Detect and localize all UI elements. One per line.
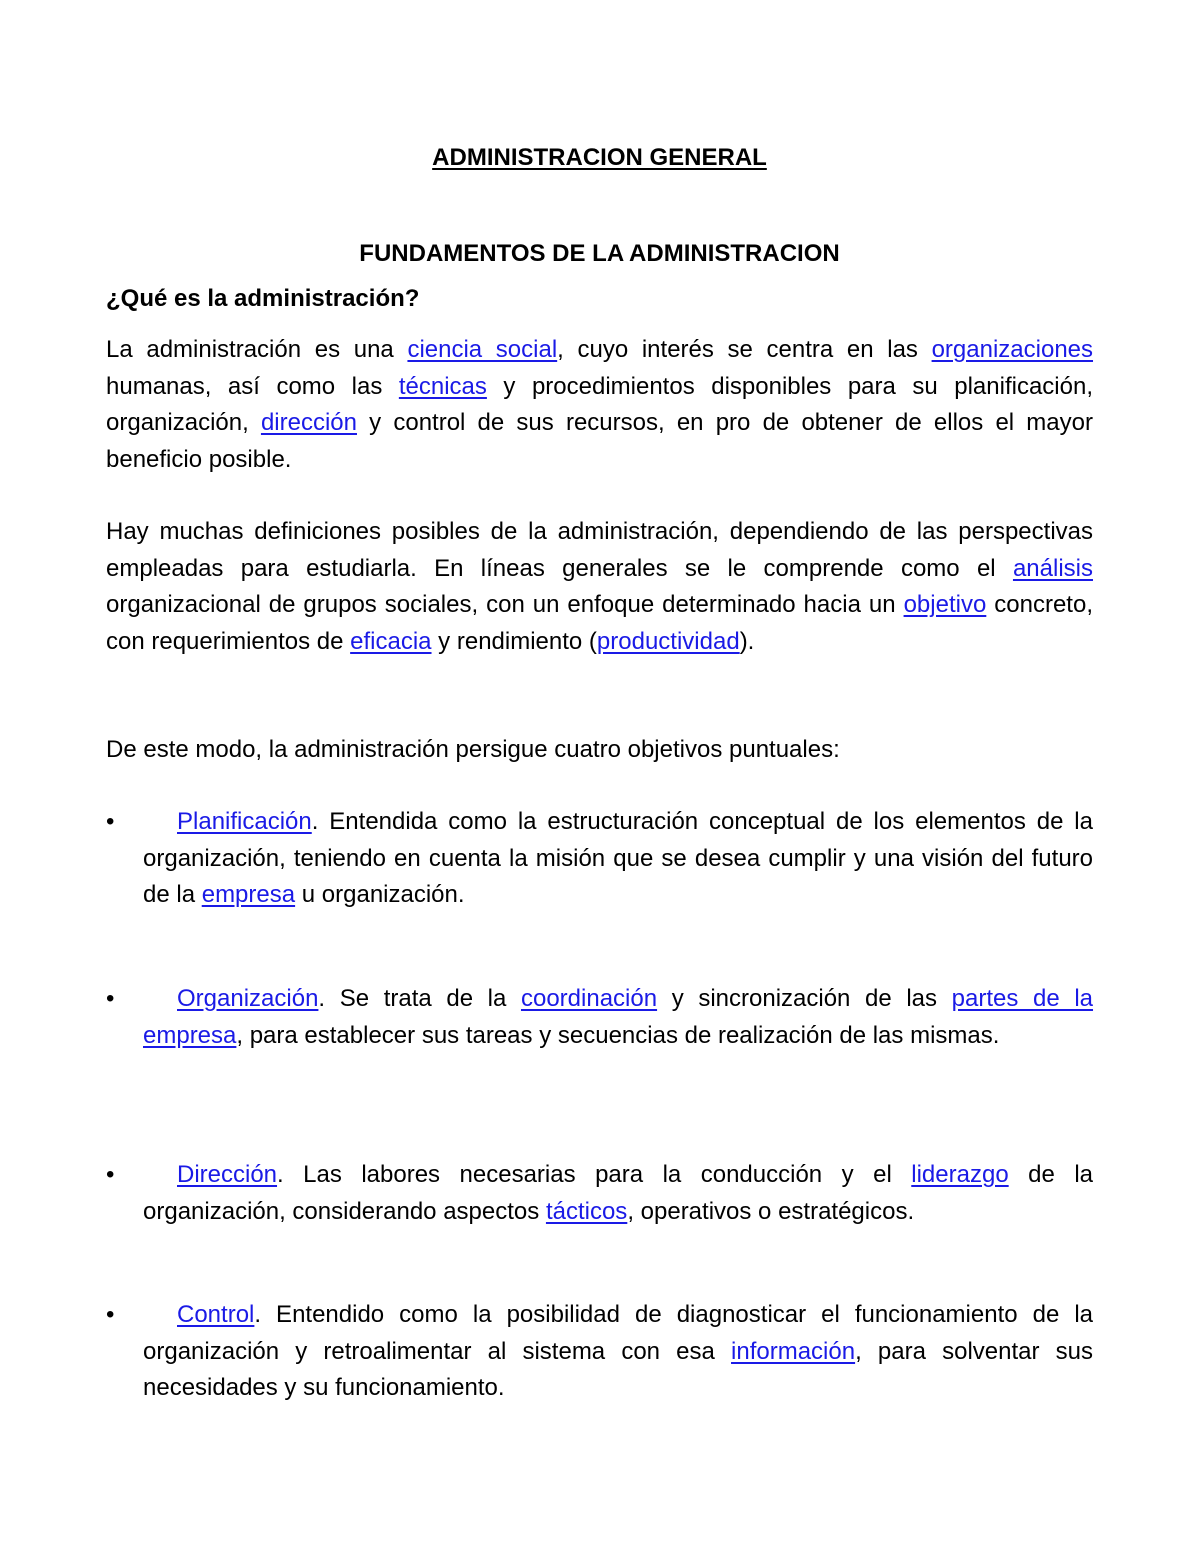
bullet-marker: • <box>106 1161 115 1188</box>
link-control[interactable]: Control <box>177 1301 255 1328</box>
paragraph-text: concreto, con requerimientos de <box>106 591 1093 655</box>
list-item-text <box>143 981 1093 1054</box>
paragraph-text: La administración es una <box>106 336 408 363</box>
list-item-body: , operativos o estratégicos. <box>627 1197 915 1225</box>
paragraph-text: y rendimiento ( <box>431 627 597 655</box>
list-item-body: . Entendido como la posibilidad de diagnosticar el funcionamiento de la organización y retroalimentar al sistema con esa <box>143 1301 1093 1365</box>
link-organizaciones[interactable]: organizaciones <box>931 336 1094 363</box>
link-analisis[interactable]: análisis <box>1012 554 1093 582</box>
list-item-body: . Entendida como la estructuración conceptual de los elementos de la organización, teniendo en cuenta la misión que se desea cumplir y una visión del futuro de la <box>143 808 1093 908</box>
link-eficacia[interactable]: eficacia <box>350 627 432 655</box>
list-item-text <box>143 1297 1093 1407</box>
paragraph-text: Hay muchas definiciones posibles de la administración, dependiendo de las perspectivas empleadas para estudiarla. En líneas generales se le comprende como el <box>106 518 1093 582</box>
paragraph-definitions <box>106 514 1093 660</box>
link-partes-de-la-empresa[interactable]: partes de la empresa <box>143 985 1094 1049</box>
list-item-body: . Se trata de la <box>318 985 521 1012</box>
link-coordinacion[interactable]: coordinación <box>520 985 658 1012</box>
paragraph-text: , cuyo interés se centra en las <box>557 336 932 363</box>
link-planificacion[interactable]: Planificación <box>177 808 312 835</box>
link-productividad[interactable]: productividad <box>596 627 740 655</box>
paragraph-text: y procedimientos disponibles para su planificación, organización, <box>106 372 1093 436</box>
link-liderazgo[interactable]: liderazgo <box>911 1161 1009 1188</box>
link-empresa[interactable]: empresa <box>201 881 296 908</box>
link-ciencia-social[interactable]: ciencia social <box>407 336 558 363</box>
paragraph-definition <box>106 332 1093 478</box>
link-tecnicas[interactable]: técnicas <box>398 372 487 400</box>
paragraph-objectives-intro: De este modo, la administración persigue cuatro objetivos puntuales: <box>106 736 840 763</box>
bullet-marker: • <box>106 985 115 1012</box>
paragraph-text: y control de sus recursos, en pro de obtener de ellos el mayor beneficio posible. <box>106 409 1093 473</box>
paragraph-text: ). <box>739 627 755 655</box>
bullet-marker: • <box>106 1301 115 1328</box>
paragraph-text: humanas, así como las <box>106 372 399 400</box>
list-item-body: , para establecer sus tareas y secuencias de realización de las mismas. <box>236 1021 1000 1049</box>
list-item-body: . Las labores necesarias para la conducción y el <box>277 1161 912 1188</box>
document-title: ADMINISTRACION GENERAL <box>432 144 767 171</box>
link-tacticos[interactable]: tácticos <box>545 1197 628 1225</box>
document-subtitle: FUNDAMENTOS DE LA ADMINISTRACION <box>359 240 840 267</box>
document-page <box>106 0 1093 1553</box>
link-organizacion[interactable]: Organización <box>177 985 319 1012</box>
link-direccion[interactable]: dirección <box>260 409 357 436</box>
link-objetivo[interactable]: objetivo <box>903 591 987 618</box>
paragraph-text: organizacional de grupos sociales, con un enfoque determinado hacia un <box>106 591 904 618</box>
list-item-body: , para solventar sus necesidades y su funcionamiento. <box>143 1337 1094 1401</box>
link-direccion-item[interactable]: Dirección <box>177 1161 278 1188</box>
list-item-text <box>143 1157 1093 1230</box>
bullet-marker: • <box>106 808 115 835</box>
list-item-body: y sincronización de las <box>657 985 952 1012</box>
section-question-heading: ¿Qué es la administración? <box>106 285 420 312</box>
list-item-body: u organización. <box>295 881 465 908</box>
list-item-body: de la organización, considerando aspectos <box>143 1161 1093 1225</box>
link-informacion[interactable]: información <box>731 1337 856 1365</box>
list-item-text <box>143 804 1093 914</box>
